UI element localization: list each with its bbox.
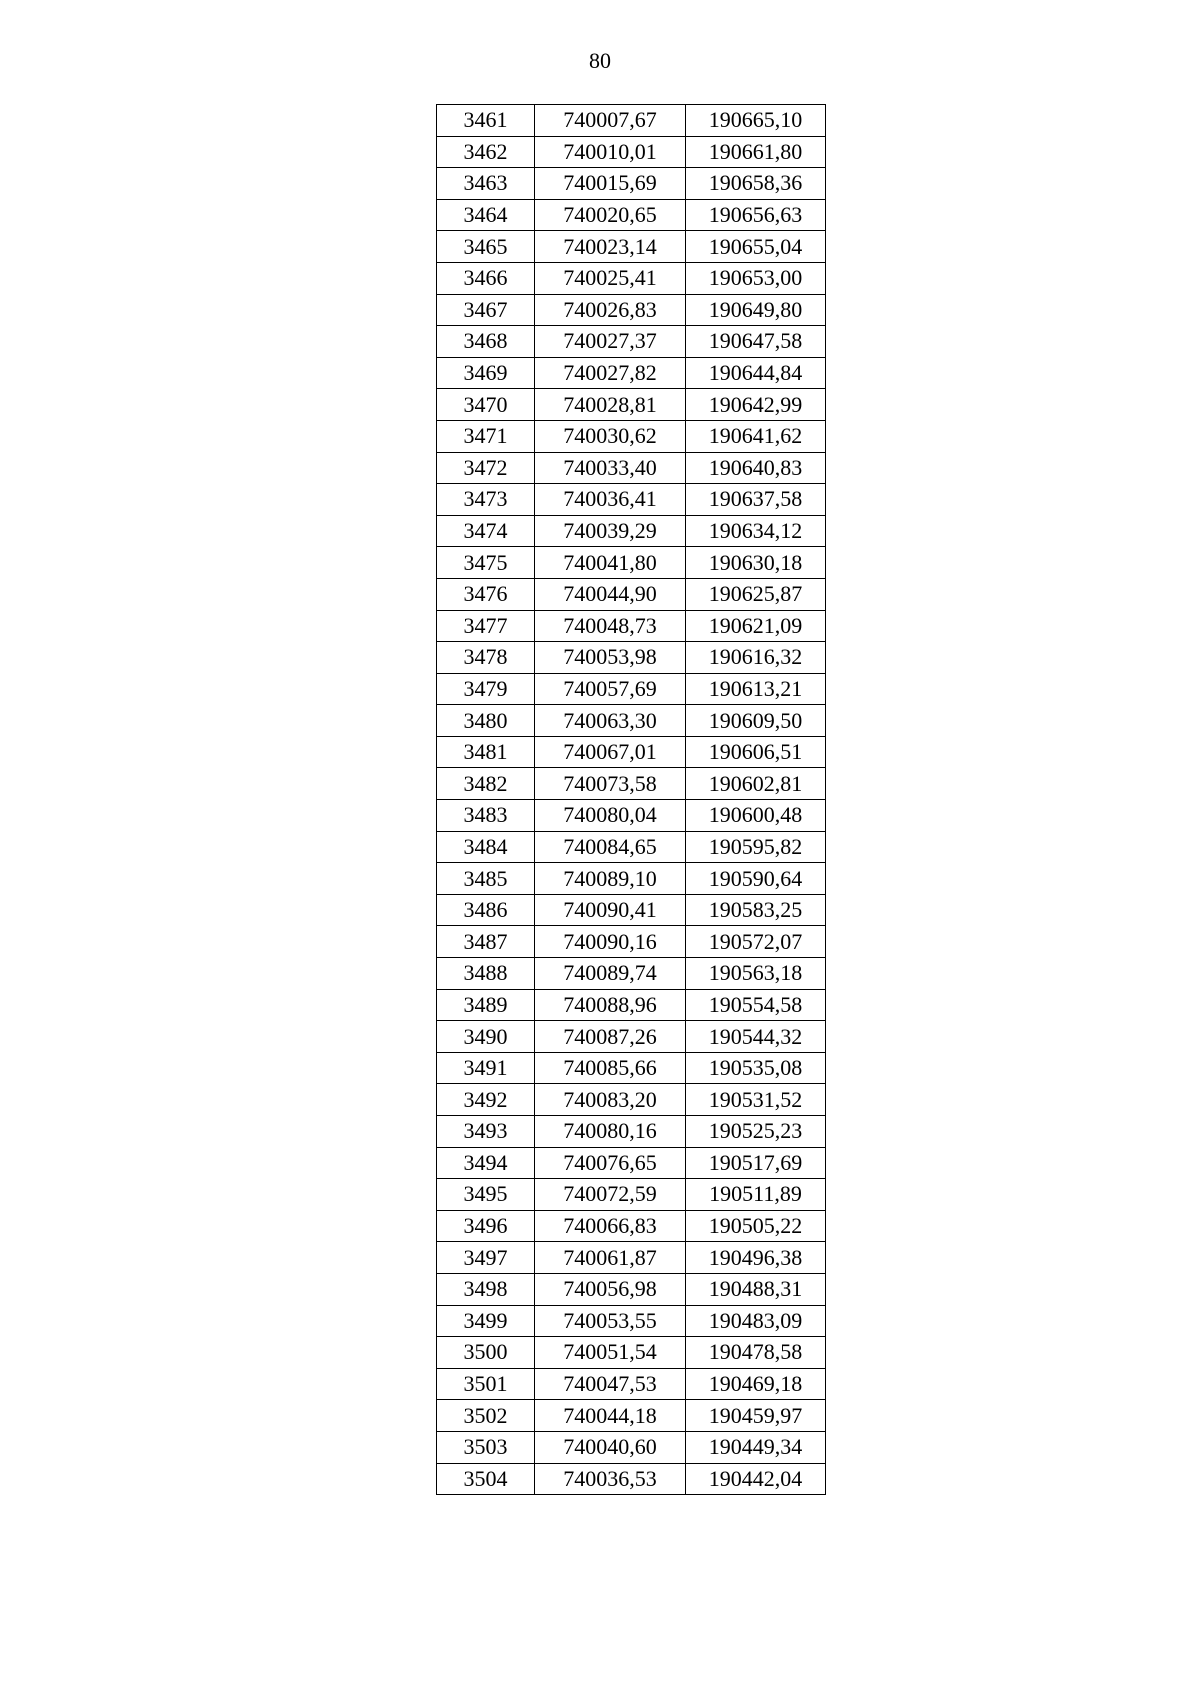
- point-number-cell: 3491: [437, 1052, 535, 1084]
- table-row: [437, 736, 826, 768]
- table-row: [437, 578, 826, 610]
- point-number-cell: 3480: [437, 705, 535, 737]
- x-coordinate-cell: 740087,26: [535, 1021, 686, 1053]
- table-row: [437, 1273, 826, 1305]
- x-coordinate-cell: 740066,83: [535, 1210, 686, 1242]
- point-number-cell: 3496: [437, 1210, 535, 1242]
- point-number-cell: 3488: [437, 958, 535, 990]
- table-row: [437, 105, 826, 137]
- x-coordinate-cell: 740083,20: [535, 1084, 686, 1116]
- table-row: [437, 705, 826, 737]
- table-row: [437, 642, 826, 674]
- y-coordinate-cell: 190641,62: [686, 420, 826, 452]
- y-coordinate-cell: 190590,64: [686, 863, 826, 895]
- table-row: [437, 989, 826, 1021]
- table-row: [437, 894, 826, 926]
- point-number-cell: 3489: [437, 989, 535, 1021]
- x-coordinate-cell: 740061,87: [535, 1242, 686, 1274]
- table-row: [437, 547, 826, 579]
- x-coordinate-cell: 740053,98: [535, 642, 686, 674]
- y-coordinate-cell: 190634,12: [686, 515, 826, 547]
- y-coordinate-cell: 190583,25: [686, 894, 826, 926]
- point-number-cell: 3502: [437, 1400, 535, 1432]
- x-coordinate-cell: 740048,73: [535, 610, 686, 642]
- y-coordinate-cell: 190595,82: [686, 831, 826, 863]
- point-number-cell: 3466: [437, 262, 535, 294]
- table-row: [437, 926, 826, 958]
- table-row: [437, 673, 826, 705]
- point-number-cell: 3493: [437, 1116, 535, 1148]
- table-row: [437, 262, 826, 294]
- x-coordinate-cell: 740044,18: [535, 1400, 686, 1432]
- point-number-cell: 3503: [437, 1431, 535, 1463]
- x-coordinate-cell: 740057,69: [535, 673, 686, 705]
- y-coordinate-cell: 190609,50: [686, 705, 826, 737]
- table-row: [437, 1242, 826, 1274]
- table-row: [437, 610, 826, 642]
- point-number-cell: 3481: [437, 736, 535, 768]
- y-coordinate-cell: 190606,51: [686, 736, 826, 768]
- point-number-cell: 3474: [437, 515, 535, 547]
- x-coordinate-cell: 740036,41: [535, 484, 686, 516]
- table-row: [437, 420, 826, 452]
- point-number-cell: 3465: [437, 231, 535, 263]
- x-coordinate-cell: 740027,82: [535, 357, 686, 389]
- y-coordinate-cell: 190649,80: [686, 294, 826, 326]
- table-row: [437, 1084, 826, 1116]
- table-row: [437, 1400, 826, 1432]
- y-coordinate-cell: 190656,63: [686, 199, 826, 231]
- x-coordinate-cell: 740036,53: [535, 1463, 686, 1495]
- point-number-cell: 3482: [437, 768, 535, 800]
- table-row: [437, 1210, 826, 1242]
- table-row: [437, 863, 826, 895]
- table-row: [437, 1305, 826, 1337]
- x-coordinate-cell: 740047,53: [535, 1368, 686, 1400]
- point-number-cell: 3478: [437, 642, 535, 674]
- x-coordinate-cell: 740039,29: [535, 515, 686, 547]
- table-row: [437, 1179, 826, 1211]
- y-coordinate-cell: 190478,58: [686, 1337, 826, 1369]
- y-coordinate-cell: 190665,10: [686, 105, 826, 137]
- y-coordinate-cell: 190572,07: [686, 926, 826, 958]
- y-coordinate-cell: 190531,52: [686, 1084, 826, 1116]
- y-coordinate-cell: 190535,08: [686, 1052, 826, 1084]
- y-coordinate-cell: 190469,18: [686, 1368, 826, 1400]
- table-row: [437, 515, 826, 547]
- x-coordinate-cell: 740063,30: [535, 705, 686, 737]
- table-row: [437, 231, 826, 263]
- point-number-cell: 3473: [437, 484, 535, 516]
- table-row: [437, 136, 826, 168]
- table-row: [437, 452, 826, 484]
- x-coordinate-cell: 740030,62: [535, 420, 686, 452]
- y-coordinate-cell: 190658,36: [686, 168, 826, 200]
- x-coordinate-cell: 740073,58: [535, 768, 686, 800]
- table-row: [437, 831, 826, 863]
- point-number-cell: 3483: [437, 800, 535, 832]
- x-coordinate-cell: 740026,83: [535, 294, 686, 326]
- point-number-cell: 3472: [437, 452, 535, 484]
- table-row: [437, 768, 826, 800]
- x-coordinate-cell: 740040,60: [535, 1431, 686, 1463]
- y-coordinate-cell: 190642,99: [686, 389, 826, 421]
- y-coordinate-cell: 190442,04: [686, 1463, 826, 1495]
- x-coordinate-cell: 740010,01: [535, 136, 686, 168]
- y-coordinate-cell: 190600,48: [686, 800, 826, 832]
- y-coordinate-cell: 190621,09: [686, 610, 826, 642]
- point-number-cell: 3475: [437, 547, 535, 579]
- table-row: [437, 1431, 826, 1463]
- table-row: [437, 357, 826, 389]
- y-coordinate-cell: 190554,58: [686, 989, 826, 1021]
- coordinates-table: [436, 104, 826, 1495]
- point-number-cell: 3501: [437, 1368, 535, 1400]
- y-coordinate-cell: 190496,38: [686, 1242, 826, 1274]
- y-coordinate-cell: 190544,32: [686, 1021, 826, 1053]
- point-number-cell: 3499: [437, 1305, 535, 1337]
- table-row: [437, 484, 826, 516]
- y-coordinate-cell: 190625,87: [686, 578, 826, 610]
- table-row: [437, 1052, 826, 1084]
- x-coordinate-cell: 740044,90: [535, 578, 686, 610]
- x-coordinate-cell: 740090,41: [535, 894, 686, 926]
- point-number-cell: 3495: [437, 1179, 535, 1211]
- point-number-cell: 3462: [437, 136, 535, 168]
- y-coordinate-cell: 190563,18: [686, 958, 826, 990]
- table-row: [437, 1021, 826, 1053]
- table-row: [437, 800, 826, 832]
- point-number-cell: 3461: [437, 105, 535, 137]
- point-number-cell: 3468: [437, 326, 535, 358]
- table-row: [437, 1147, 826, 1179]
- y-coordinate-cell: 190640,83: [686, 452, 826, 484]
- x-coordinate-cell: 740090,16: [535, 926, 686, 958]
- x-coordinate-cell: 740084,65: [535, 831, 686, 863]
- table-row: [437, 1463, 826, 1495]
- x-coordinate-cell: 740051,54: [535, 1337, 686, 1369]
- x-coordinate-cell: 740020,65: [535, 199, 686, 231]
- y-coordinate-cell: 190511,89: [686, 1179, 826, 1211]
- y-coordinate-cell: 190630,18: [686, 547, 826, 579]
- point-number-cell: 3504: [437, 1463, 535, 1495]
- table-row: [437, 1368, 826, 1400]
- x-coordinate-cell: 740088,96: [535, 989, 686, 1021]
- y-coordinate-cell: 190616,32: [686, 642, 826, 674]
- table-row: [437, 294, 826, 326]
- point-number-cell: 3463: [437, 168, 535, 200]
- x-coordinate-cell: 740067,01: [535, 736, 686, 768]
- table-row: [437, 326, 826, 358]
- y-coordinate-cell: 190602,81: [686, 768, 826, 800]
- table-row: [437, 1337, 826, 1369]
- point-number-cell: 3467: [437, 294, 535, 326]
- x-coordinate-cell: 740072,59: [535, 1179, 686, 1211]
- x-coordinate-cell: 740089,10: [535, 863, 686, 895]
- y-coordinate-cell: 190637,58: [686, 484, 826, 516]
- point-number-cell: 3485: [437, 863, 535, 895]
- x-coordinate-cell: 740076,65: [535, 1147, 686, 1179]
- point-number-cell: 3477: [437, 610, 535, 642]
- y-coordinate-cell: 190449,34: [686, 1431, 826, 1463]
- point-number-cell: 3492: [437, 1084, 535, 1116]
- x-coordinate-cell: 740023,14: [535, 231, 686, 263]
- point-number-cell: 3464: [437, 199, 535, 231]
- x-coordinate-cell: 740015,69: [535, 168, 686, 200]
- x-coordinate-cell: 740025,41: [535, 262, 686, 294]
- y-coordinate-cell: 190655,04: [686, 231, 826, 263]
- y-coordinate-cell: 190459,97: [686, 1400, 826, 1432]
- y-coordinate-cell: 190517,69: [686, 1147, 826, 1179]
- page-number: 80: [589, 48, 611, 73]
- table-row: [437, 168, 826, 200]
- y-coordinate-cell: 190488,31: [686, 1273, 826, 1305]
- x-coordinate-cell: 740053,55: [535, 1305, 686, 1337]
- point-number-cell: 3476: [437, 578, 535, 610]
- point-number-cell: 3470: [437, 389, 535, 421]
- x-coordinate-cell: 740007,67: [535, 105, 686, 137]
- x-coordinate-cell: 740027,37: [535, 326, 686, 358]
- y-coordinate-cell: 190644,84: [686, 357, 826, 389]
- x-coordinate-cell: 740080,16: [535, 1116, 686, 1148]
- point-number-cell: 3471: [437, 420, 535, 452]
- point-number-cell: 3490: [437, 1021, 535, 1053]
- y-coordinate-cell: 190613,21: [686, 673, 826, 705]
- y-coordinate-cell: 190647,58: [686, 326, 826, 358]
- table-row: [437, 1116, 826, 1148]
- x-coordinate-cell: 740028,81: [535, 389, 686, 421]
- x-coordinate-cell: 740089,74: [535, 958, 686, 990]
- table-row: [437, 389, 826, 421]
- point-number-cell: 3487: [437, 926, 535, 958]
- point-number-cell: 3497: [437, 1242, 535, 1274]
- x-coordinate-cell: 740056,98: [535, 1273, 686, 1305]
- x-coordinate-cell: 740033,40: [535, 452, 686, 484]
- y-coordinate-cell: 190653,00: [686, 262, 826, 294]
- y-coordinate-cell: 190525,23: [686, 1116, 826, 1148]
- table-row: [437, 199, 826, 231]
- point-number-cell: 3484: [437, 831, 535, 863]
- y-coordinate-cell: 190661,80: [686, 136, 826, 168]
- x-coordinate-cell: 740080,04: [535, 800, 686, 832]
- coordinates-table-body: [437, 105, 826, 1495]
- point-number-cell: 3500: [437, 1337, 535, 1369]
- point-number-cell: 3479: [437, 673, 535, 705]
- y-coordinate-cell: 190483,09: [686, 1305, 826, 1337]
- point-number-cell: 3486: [437, 894, 535, 926]
- point-number-cell: 3498: [437, 1273, 535, 1305]
- x-coordinate-cell: 740041,80: [535, 547, 686, 579]
- x-coordinate-cell: 740085,66: [535, 1052, 686, 1084]
- y-coordinate-cell: 190505,22: [686, 1210, 826, 1242]
- point-number-cell: 3469: [437, 357, 535, 389]
- table-row: [437, 958, 826, 990]
- point-number-cell: 3494: [437, 1147, 535, 1179]
